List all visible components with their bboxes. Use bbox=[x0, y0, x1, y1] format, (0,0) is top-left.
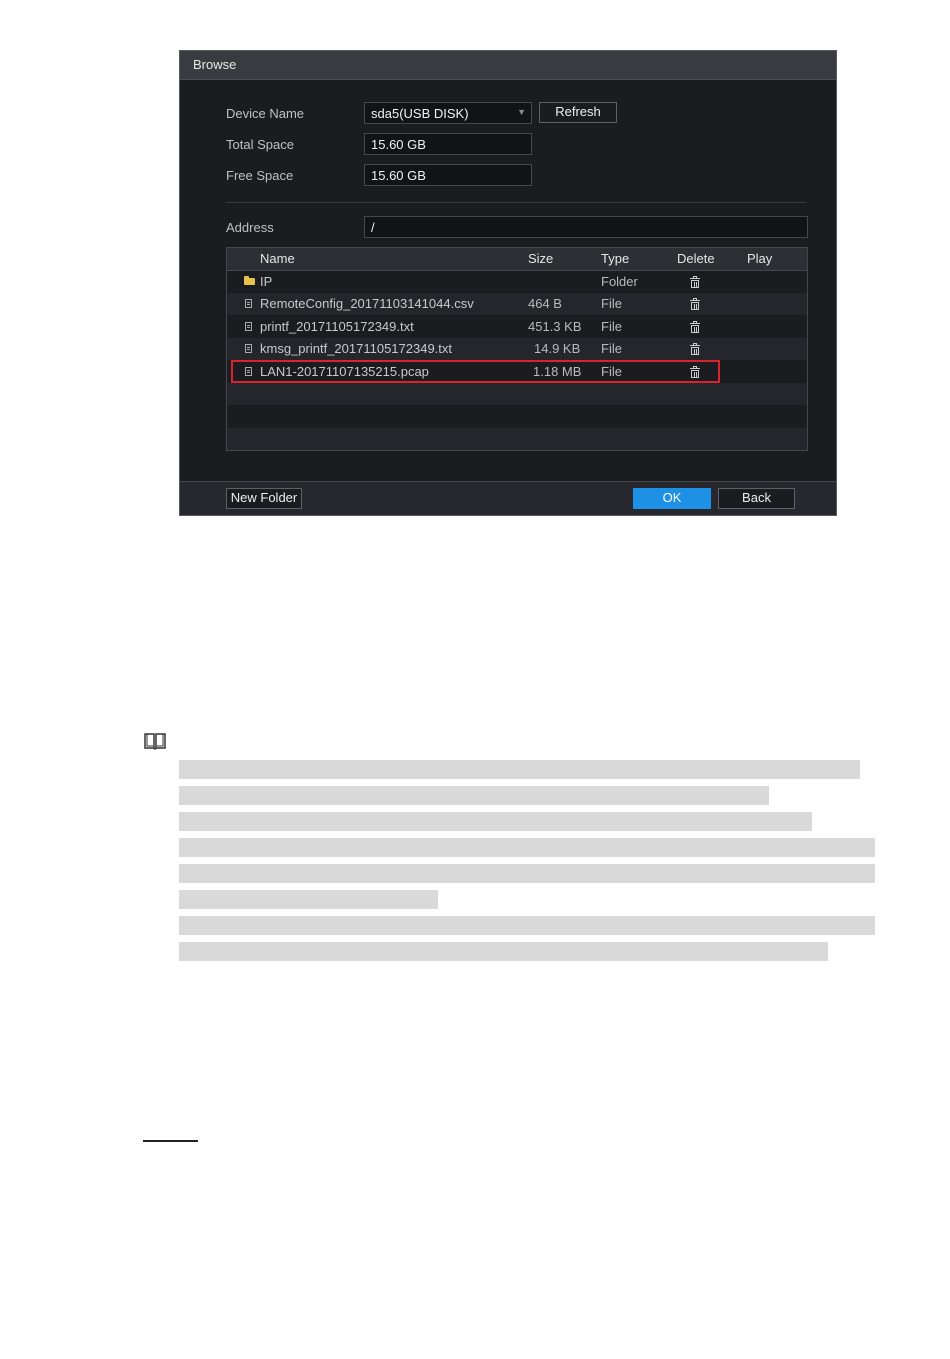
redacted-text-line bbox=[179, 942, 828, 961]
highlight-box bbox=[231, 360, 720, 383]
empty-row bbox=[227, 428, 807, 450]
folder-icon bbox=[244, 278, 255, 285]
redacted-text-line bbox=[179, 916, 875, 935]
redacted-text-line bbox=[179, 890, 438, 909]
column-header-name[interactable]: Name bbox=[260, 251, 295, 266]
row-name: printf_20171105172349.txt bbox=[260, 319, 414, 334]
table-header bbox=[227, 248, 807, 271]
table-row[interactable] bbox=[227, 271, 807, 293]
row-size: 451.3 KB bbox=[528, 319, 582, 334]
trash-icon[interactable] bbox=[691, 300, 699, 310]
empty-row bbox=[227, 383, 807, 405]
row-name: LAN1-20171107135215.pcap bbox=[260, 364, 429, 379]
column-header-play: Play bbox=[747, 251, 773, 266]
dialog-title: Browse bbox=[193, 57, 237, 72]
browse-dialog bbox=[179, 50, 837, 516]
file-icon bbox=[245, 322, 252, 331]
underline-rule bbox=[143, 1140, 198, 1142]
device-name-dropdown[interactable] bbox=[364, 102, 532, 124]
total-space-value: 15.60 GB bbox=[371, 137, 426, 152]
column-header-delete: Delete bbox=[677, 251, 715, 266]
free-space-value: 15.60 GB bbox=[371, 168, 426, 183]
table-row[interactable] bbox=[227, 316, 807, 338]
total-space-field bbox=[364, 133, 532, 155]
trash-icon[interactable] bbox=[691, 345, 699, 355]
new-folder-button[interactable]: New Folder bbox=[226, 488, 302, 509]
refresh-button[interactable]: Refresh bbox=[539, 102, 617, 123]
row-type: Folder bbox=[601, 274, 638, 289]
redacted-text-line bbox=[179, 812, 812, 831]
table-row[interactable] bbox=[227, 293, 807, 315]
file-icon bbox=[245, 344, 252, 353]
free-space-label: Free Space bbox=[226, 168, 294, 183]
total-space-label: Total Space bbox=[226, 137, 294, 152]
row-size: 14.9 KB bbox=[534, 341, 581, 356]
dialog-footer bbox=[180, 481, 836, 515]
chevron-down-icon: ▼ bbox=[517, 107, 526, 117]
row-type: File bbox=[601, 364, 622, 379]
table-row[interactable] bbox=[227, 338, 807, 360]
row-type: File bbox=[601, 341, 622, 356]
column-header-size[interactable]: Size bbox=[528, 251, 554, 266]
redacted-text-line bbox=[179, 838, 875, 857]
redacted-text-line bbox=[179, 864, 875, 883]
dialog-titlebar bbox=[180, 51, 836, 80]
redacted-text-line bbox=[179, 786, 769, 805]
back-button[interactable]: Back bbox=[718, 488, 795, 509]
row-name: kmsg_printf_20171105172349.txt bbox=[260, 341, 453, 356]
device-name-value: sda5(USB DISK) bbox=[371, 106, 469, 121]
row-size: 464 B bbox=[528, 296, 562, 311]
ok-button[interactable]: OK bbox=[633, 488, 711, 509]
address-label: Address bbox=[226, 220, 274, 235]
row-name: IP bbox=[260, 274, 273, 289]
file-table bbox=[226, 247, 808, 451]
redacted-text-line bbox=[179, 760, 860, 779]
trash-icon[interactable] bbox=[691, 323, 699, 333]
row-name: RemoteConfig_20171103141044.csv bbox=[260, 296, 474, 311]
row-type: File bbox=[601, 319, 622, 334]
trash-icon[interactable] bbox=[691, 278, 699, 288]
book-icon bbox=[143, 731, 167, 751]
free-space-field bbox=[364, 164, 532, 186]
address-input[interactable] bbox=[364, 216, 808, 238]
row-size: 1.18 MB bbox=[533, 364, 582, 379]
column-header-type[interactable]: Type bbox=[601, 251, 630, 266]
address-value: / bbox=[371, 220, 375, 235]
empty-row bbox=[227, 406, 807, 428]
separator bbox=[226, 202, 806, 203]
device-name-label: Device Name bbox=[226, 106, 305, 121]
file-icon bbox=[245, 299, 252, 308]
row-type: File bbox=[601, 296, 622, 311]
